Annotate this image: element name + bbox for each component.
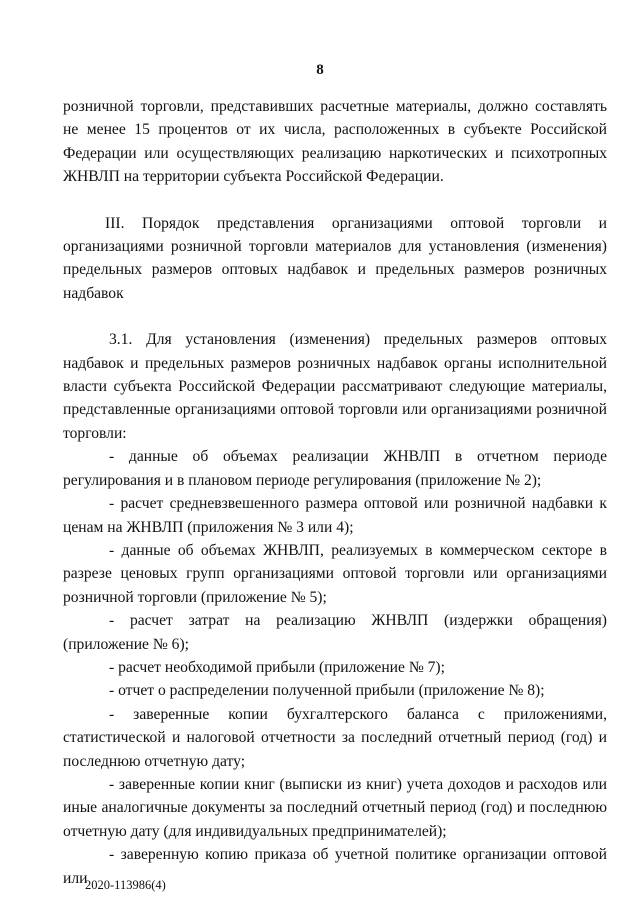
list-item-profit-distribution: - отчет о распределении полученной прибыли (приложение № 8); (109, 682, 545, 700)
list-item-costs: - расчет затрат на реализацию ЖНВЛП (издержки обращения) (приложение № 6); (63, 612, 607, 653)
paragraph-continuation: розничной торговли, представивших расчетные материалы, должно составлять не менее 15 процентов от их числа, расположенных в субъекте Российской Федерации или осуществляющих реализацию наркотических и психотропных ЖНВЛП на территории субъекта Российской Федерации. (63, 98, 607, 186)
list-item-profit: - расчет необходимой прибыли (приложение № 7); (109, 658, 445, 676)
list-item-weighted-markup: - расчет средневзвешенного размера оптовой или розничной надбавки к ценам на ЖНВЛП (приложения № 3 или 4); (63, 495, 607, 536)
section-heading-iii: III. Порядок представления организациями оптовой торговли и организациями розничной торговли материалов для установления (изменения) предельных размеров оптовых надбавок и предельных размеров розничных надбавок (63, 214, 607, 302)
list-item-books-copies: - заверенные копии книг (выписки из книг) учета доходов и расходов или иные аналогичные документы за последний отчетный период (год) и последнюю отчетную дату (для индивидуальных предпринимателей); (63, 775, 607, 840)
list-item-sales-volume: - данные об объемах реализации ЖНВЛП в отчетном периоде регулирования и в плановом периоде регулирования (приложение № 2); (63, 448, 607, 489)
document-code: 2020-113986(4) (85, 878, 166, 892)
page-number: 8 (316, 62, 324, 78)
list-item-balance-copies: - заверенные копии бухгалтерского баланса с приложениями, статистической и налоговой отчетности за последний отчетный период (год) и последнюю отчетную дату; (63, 705, 607, 770)
list-item-price-groups: - данные об объемах ЖНВЛП, реализуемых в коммерческом секторе в разрезе ценовых групп организациями оптовой торговли или организациями розничной торговли (приложение № 5); (63, 541, 607, 606)
document-body (63, 95, 607, 890)
list-item-policy-order: - заверенную копию приказа об учетной политике организации оптовой или (63, 846, 607, 887)
paragraph-3-1: 3.1. Для установления (изменения) предельных размеров оптовых надбавок и предельных размеров розничных надбавок органы исполнительной власти субъекта Российской Федерации рассматривают следующие материалы, представленные организациями оптовой торговли или организациями розничной торговли: (63, 331, 607, 442)
